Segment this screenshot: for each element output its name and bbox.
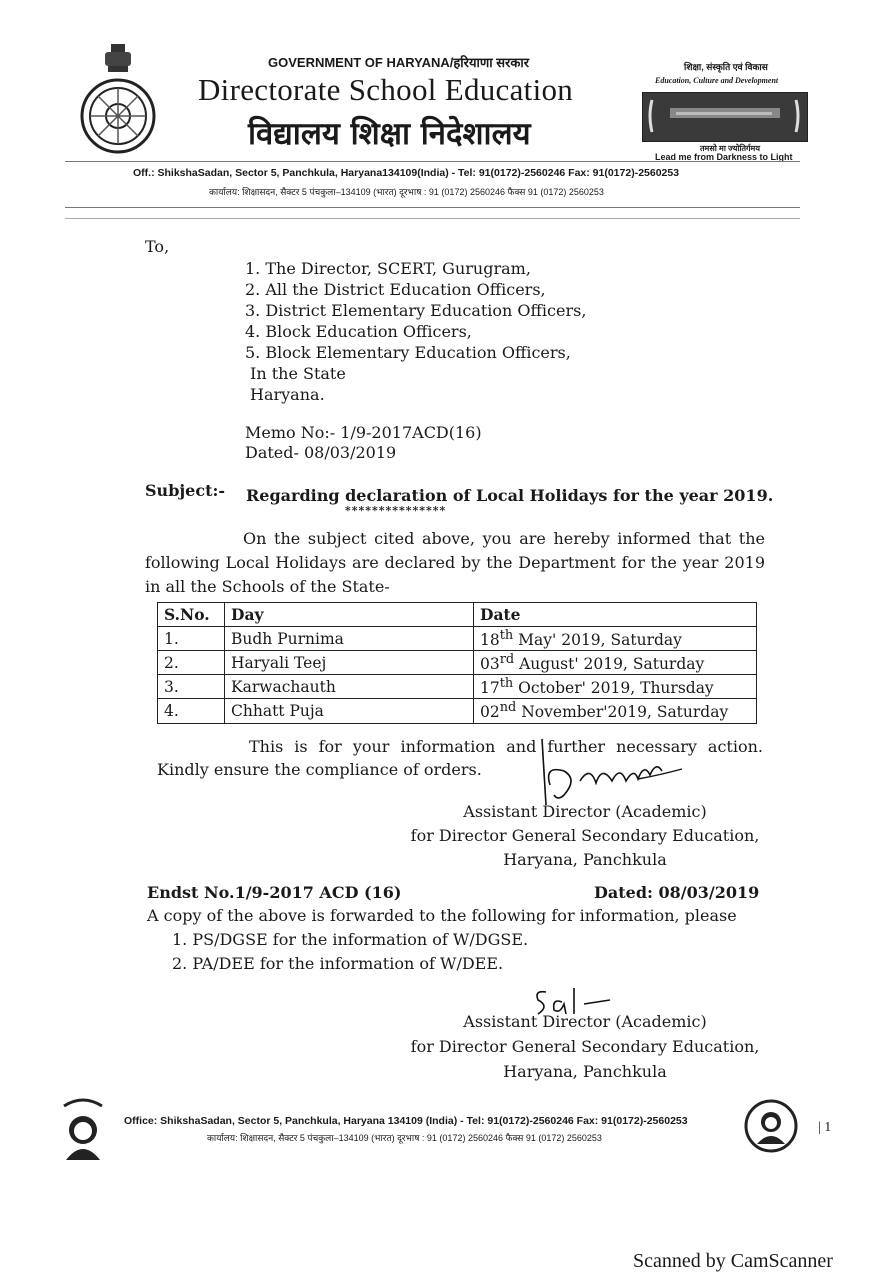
lamp-logo-icon: [646, 96, 802, 136]
body-paragraph: On the subject cited above, you are hereby informed that the following Local Holidays are declared by the Department for the year 2019 in all the Schools of the State-: [145, 529, 765, 596]
footer-girl-badge-icon: [743, 1096, 799, 1160]
signature-place: Haryana, Panchkula: [503, 850, 667, 869]
list-item: 2. PA/DEE for the information of W/DEE.: [172, 954, 504, 973]
directorate-title: Directorate School Education: [198, 72, 574, 107]
haryana-emblem-icon: [75, 42, 161, 154]
table-row: 3. Karwachauth 17th October' 2019, Thursday: [158, 675, 757, 699]
footer-address: Office: ShikshaSadan, Sector 5, Panchkula, Haryana 134109 (India) - Tel: 91(0172)-2560246 Fax: 91(0172)-2560253: [124, 1115, 688, 1127]
office-address-hindi: कार्यालय: शिक्षासदन, सैक्टर 5 पंचकुला–134109 (भारत) दूरभाष : 91 (0172) 2560246 फैक्स 91 (0172) 2560253: [209, 187, 604, 197]
directorate-title-hindi: विद्यालय शिक्षा निदेशालय: [248, 116, 531, 152]
memo-block: [245, 423, 482, 463]
header-divider: [65, 161, 800, 162]
endorsement-date: Dated: 08/03/2019: [594, 883, 760, 902]
subject-label: Subject:-: [145, 481, 226, 500]
signature-for: for Director General Secondary Education,: [410, 1037, 760, 1056]
office-address: Off.: ShikshaSadan, Sector 5, Panchkula, Haryana134109(India) - Tel: 91(0172)-2560246 Fax: 91(0172)-2560253: [133, 167, 680, 179]
header-day: Day: [225, 603, 474, 627]
right-logo-motto-hindi: तमसो मा ज्योतिर्गमय: [700, 144, 760, 153]
header-sno: S.No.: [158, 603, 225, 627]
holiday-table: [157, 602, 757, 724]
signature-place: Haryana, Panchkula: [503, 1062, 667, 1081]
government-line: GOVERNMENT OF HARYANA/हरियाणा सरकार: [268, 55, 530, 70]
recipient-item: 3. District Elementary Education Officers,: [245, 301, 587, 320]
signature-block-1: [405, 800, 765, 872]
scanner-watermark: Scanned by CamScanner: [633, 1250, 833, 1272]
recipient-item: 4. Block Education Officers,: [245, 322, 472, 341]
header-divider-2: [65, 207, 800, 208]
signature-for: for Director General Secondary Education,: [410, 826, 760, 845]
list-item: 1. PS/DGSE for the information of W/DGSE.: [172, 930, 529, 949]
info-paragraph: This is for your information and further necessary action. Kindly ensure the compliance of orders.: [157, 737, 763, 779]
memo-number: Memo No:- 1/9-2017ACD(16): [245, 423, 482, 442]
endorsement-number: Endst No.1/9-2017 ACD (16): [147, 883, 402, 902]
right-logo-hindi: शिक्षा, संस्कृति एवं विकास: [684, 62, 768, 72]
subject-underline-stars: ***************: [345, 504, 447, 517]
recipient-list: [245, 258, 586, 405]
header-divider-3: [65, 218, 800, 219]
table-row: 4. Chhatt Puja 02nd November'2019, Saturday: [158, 699, 757, 723]
recipient-item: Haryana.: [250, 385, 325, 404]
table-header-row: [158, 603, 757, 627]
table-row: 2. Haryali Teej 03rd August' 2019, Saturday: [158, 651, 757, 675]
subject-text: Regarding declaration of Local Holidays for the year 2019.: [246, 486, 774, 505]
recipient-item: 2. All the District Education Officers,: [245, 280, 546, 299]
page-number: | 1: [818, 1120, 832, 1135]
recipient-item: 1. The Director, SCERT, Gurugram,: [245, 259, 531, 278]
signature-block-2: [405, 1009, 765, 1084]
table-row: 1. Budh Purnima 18th May' 2019, Saturday: [158, 627, 757, 651]
recipient-item: In the State: [250, 364, 346, 383]
recipient-item: 5. Block Elementary Education Officers,: [245, 343, 571, 362]
copy-list: [172, 928, 528, 976]
header-date: Date: [474, 603, 757, 627]
footer-girl-logo-icon: [58, 1098, 108, 1168]
right-logo-tagline: Education, Culture and Development: [655, 76, 779, 85]
copy-intro: A copy of the above is forwarded to the following for information, please: [147, 906, 737, 925]
memo-date: Dated- 08/03/2019: [245, 443, 397, 462]
footer-address-hindi: कार्यालय: शिक्षासदन, सैक्टर 5 पंचकुला–134109 (भारत) दूरभाष : 91 (0172) 2560246 फैक्स 91 (0172) 2560253: [207, 1133, 602, 1143]
right-logo-motto: Lead me from Darkness to Light: [655, 152, 793, 162]
salutation-to: To,: [145, 237, 170, 256]
signature-title: Assistant Director (Academic): [463, 1012, 707, 1031]
signature-title: Assistant Director (Academic): [463, 802, 707, 821]
